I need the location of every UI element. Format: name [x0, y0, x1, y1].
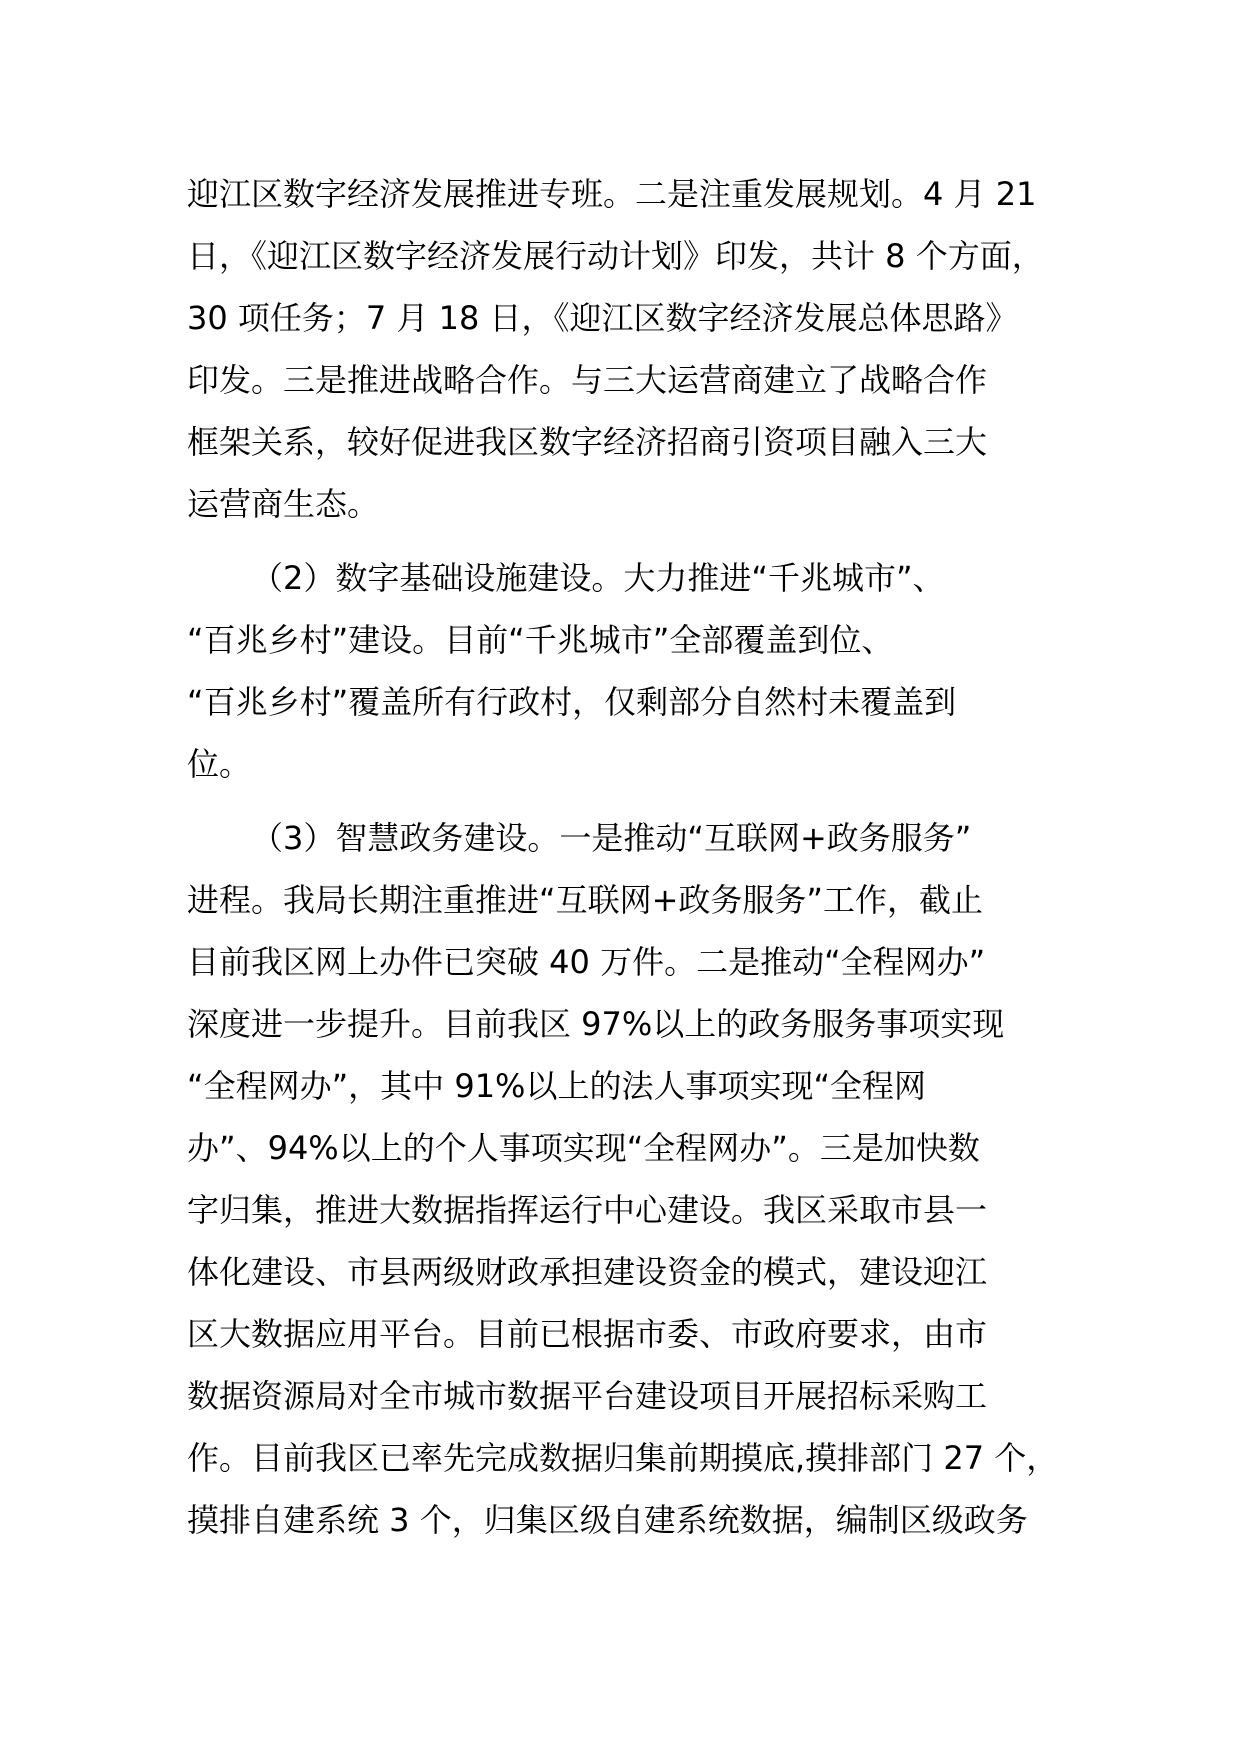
text-line: 作。目前我区已率先完成数据归集前期摸底,摸排部门 27 个， — [187, 1439, 1059, 1477]
text-line: 目前我区网上办件已突破 40 万件。二是推动“全程网办” — [187, 943, 986, 981]
paragraph-smart-government — [187, 807, 1067, 1551]
paragraph-digital-economy — [187, 163, 1067, 535]
text-line: 体化建设、市县两级财政承担建设资金的模式，建设迎江 — [187, 1253, 988, 1291]
text-line: 摸排自建系统 3 个，归集区级自建系统数据，编制区级政务 — [187, 1501, 1028, 1539]
text-line: 字归集，推进大数据指挥运行中心建设。我区采取市县一 — [187, 1191, 988, 1229]
text-line: 迎江区数字经济发展推进专班。二是注重发展规划。4 月 21 — [187, 175, 1037, 213]
text-line: 办”、94%以上的个人事项实现“全程网办”。三是加快数 — [187, 1129, 980, 1167]
text-line: “百兆乡村”建设。目前“千兆城市”全部覆盖到位、 — [187, 621, 894, 659]
document-body — [187, 163, 1067, 1551]
paragraph-digital-infrastructure — [187, 547, 1067, 795]
text-line: 数据资源局对全市城市数据平台建设项目开展招标采购工 — [187, 1377, 988, 1415]
text-line: 位。 — [187, 745, 252, 783]
text-line: （2）数字基础设施建设。大力推进“千兆城市”、 — [251, 559, 945, 597]
text-line: 进程。我局长期注重推进“互联网+政务服务”工作，截止 — [187, 881, 983, 919]
text-line: 深度进一步提升。目前我区 97%以上的政务服务事项实现 — [187, 1005, 1005, 1043]
text-line: “全程网办”，其中 91%以上的法人事项实现“全程网 — [187, 1067, 927, 1105]
text-line: 运营商生态。 — [187, 485, 380, 523]
text-line: （3）智慧政务建设。一是推动“互联网+政务服务” — [251, 819, 972, 857]
text-line: “百兆乡村”覆盖所有行政村，仅剩部分自然村未覆盖到 — [187, 683, 957, 721]
text-line: 印发。三是推进战略合作。与三大运营商建立了战略合作 — [187, 361, 988, 399]
text-line: 30 项任务；7 月 18 日，《迎江区数字经济发展总体思路》 — [187, 299, 1018, 337]
text-line: 框架关系，较好促进我区数字经济招商引资项目融入三大 — [187, 423, 988, 461]
text-line: 日，《迎江区数字经济发展行动计划》印发，共计 8 个方面， — [187, 237, 1044, 275]
text-line: 区大数据应用平台。目前已根据市委、市政府要求，由市 — [187, 1315, 988, 1353]
